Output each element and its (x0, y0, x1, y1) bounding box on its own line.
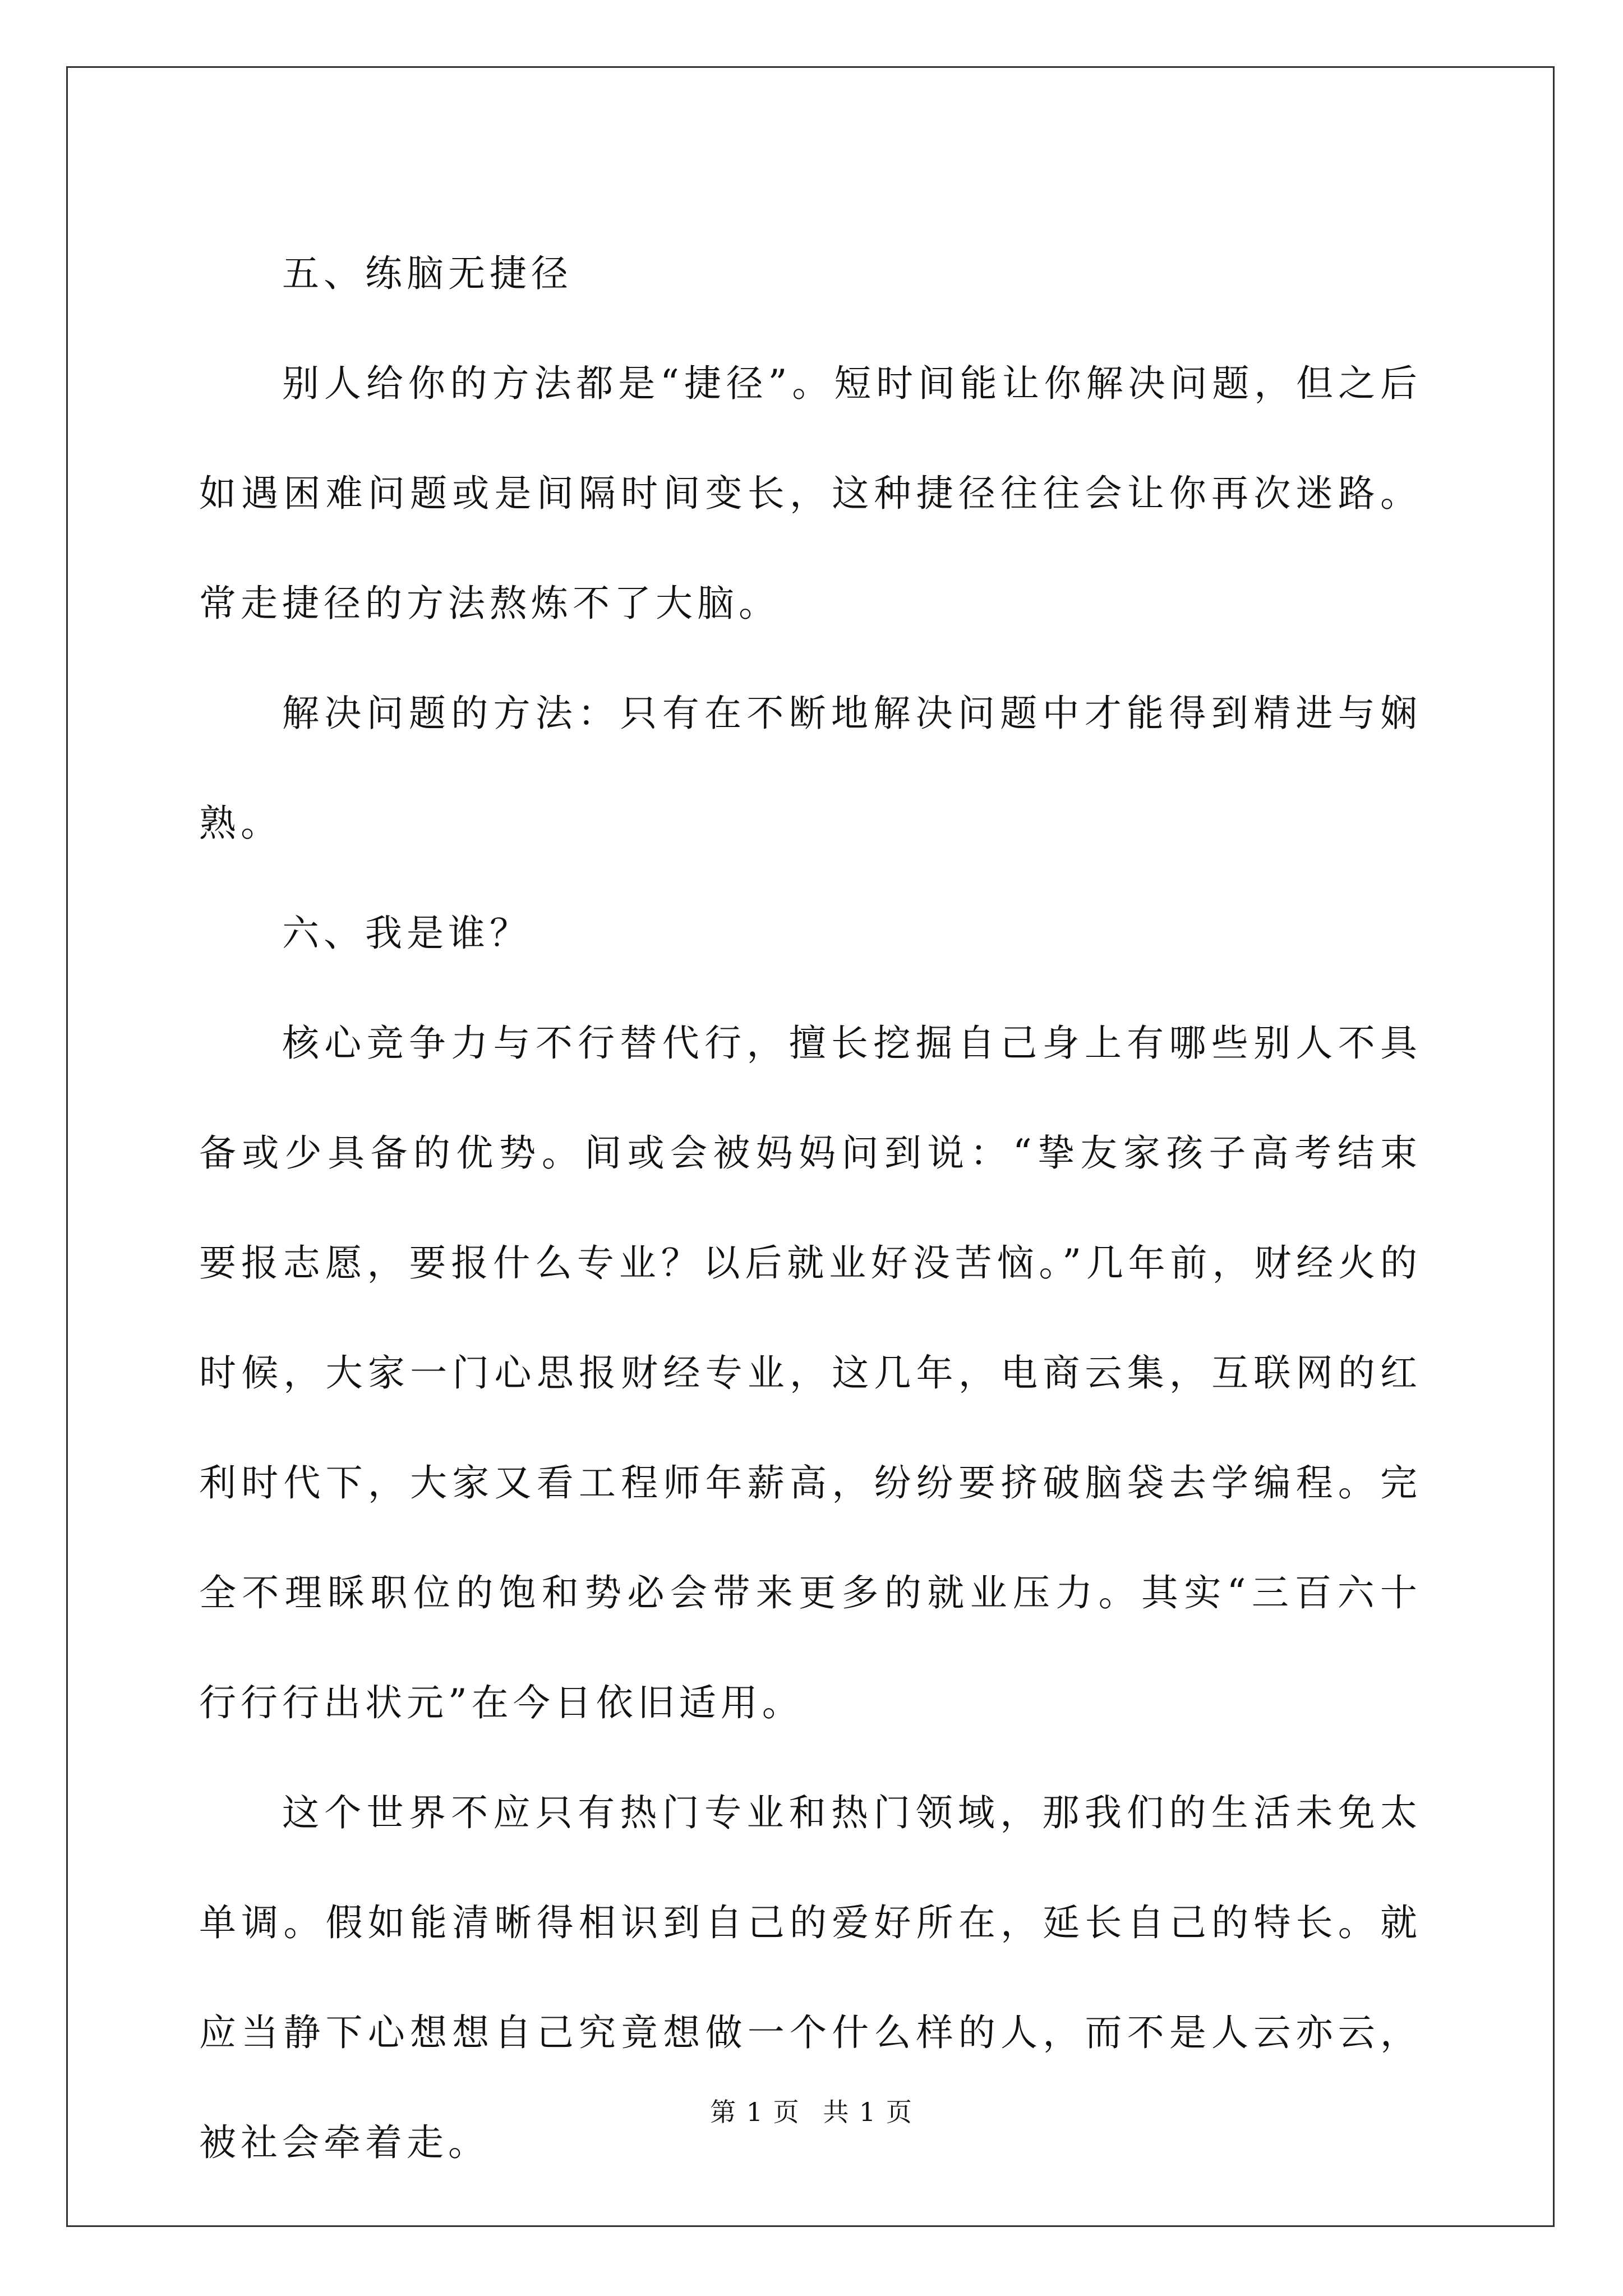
page-total: 共 1 页 (823, 2097, 913, 2127)
page-number: 第 1 页 (710, 2097, 800, 2127)
body-paragraph: 别人给你的方法都是“捷径”。短时间能让你解决问题，但之后如遇困难问题或是间隔时间变长，这种捷径往往会让你再次迷路。常走捷径的方法熬炼不了大脑。 (199, 362, 1422, 625)
document-body (199, 219, 1422, 2198)
body-paragraph: 解决问题的方法：只有在不断地解决问题中才能得到精进与娴熟。 (199, 692, 1422, 845)
body-paragraph: 这个世界不应只有热门专业和热门领域，那我们的生活未免太单调。假如能清晰得相识到自己的爱好所在，延长自己的特长。就应当静下心想想自己究竟想做一个什么样的人，而不是人云亦云，被社会牵着走。 (199, 1791, 1422, 2164)
body-paragraph: 核心竞争力与不行替代行，擅长挖掘自己身上有哪些别人不具备或少具备的优势。间或会被妈妈问到说：“挚友家孩子高考结束要报志愿，要报什么专业？以后就业好没苦恼。”几年前，财经火的时候，大家一门心思报财经专业，这几年，电商云集，互联网的红利时代下，大家又看工程师年薪高，纷纷要挤破脑袋去学编程。完全不理睬职位的饱和势必会带来更多的就业压力。其实“三百六十行行行出状元”在今日依旧适用。 (199, 1022, 1422, 1724)
section-heading-5: 五、练脑无捷径 (282, 252, 573, 295)
section-heading-6: 六、我是谁？ (282, 912, 531, 955)
page-footer (0, 2095, 1623, 2129)
